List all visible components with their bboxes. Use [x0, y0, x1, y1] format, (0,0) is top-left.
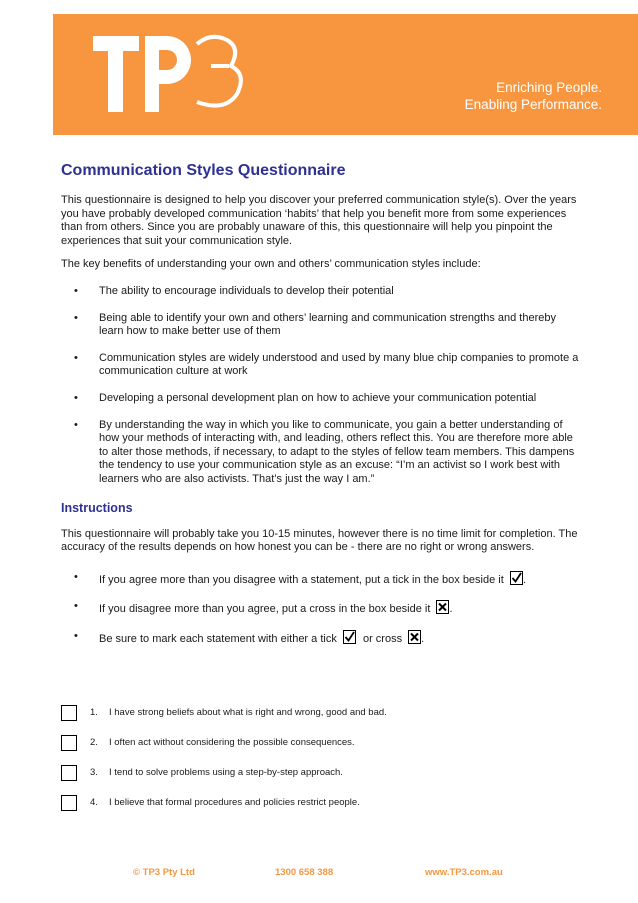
- footer-phone: 1300 658 388: [275, 867, 334, 878]
- cross-box-icon: [436, 600, 449, 614]
- list-item: • If you agree more than you disagree with a statement, put a tick in the box beside it .: [74, 570, 526, 586]
- question-row: [61, 765, 581, 795]
- list-item: • Being able to identify your own and others’ learning and communication strengths and thereby learn how to make better use of them: [74, 311, 556, 338]
- intro-paragraph: This questionnaire is designed to help you discover your preferred communication style(s). Over the years you have probably developed communication ‘habits’ that help you benefit more from some experiences than from others. Since you are probably unaware of this, this questionnaire will help you pinpoint the experiences that suit your communication style.: [61, 194, 577, 247]
- question-text: I often act without considering the possible consequences.: [109, 737, 355, 748]
- answer-checkbox[interactable]: [61, 795, 77, 811]
- question-number: 2.: [90, 737, 98, 748]
- tick-box-icon: [343, 630, 356, 644]
- list-item: • The ability to encourage individuals to develop their potential: [74, 284, 394, 297]
- bullet-icon: •: [74, 629, 78, 642]
- main-content: [61, 162, 581, 659]
- answer-checkbox[interactable]: [61, 765, 77, 781]
- bullet-icon: •: [74, 570, 78, 583]
- question-list: [61, 705, 581, 825]
- list-item: • If you disagree more than you agree, put a cross in the box beside it .: [74, 600, 453, 616]
- bullet-icon: •: [74, 284, 78, 297]
- question-number: 1.: [90, 707, 98, 718]
- bullet-icon: •: [74, 311, 78, 324]
- question-text: I have strong beliefs about what is right and wrong, good and bad.: [109, 707, 387, 718]
- page-title: Communication Styles Questionnaire: [61, 162, 346, 179]
- tagline-line-2: Enabling Performance.: [464, 97, 602, 112]
- answer-checkbox[interactable]: [61, 705, 77, 721]
- question-number: 4.: [90, 797, 98, 808]
- question-row: [61, 795, 581, 825]
- tp3-logo: [93, 18, 253, 128]
- list-item: • Communication styles are widely understood and used by many blue chip companies to promote a communication culture at work: [74, 351, 579, 378]
- question-text: I believe that formal procedures and policies restrict people.: [109, 797, 360, 808]
- instructions-paragraph: This questionnaire will probably take you 10-15 minutes, however there is no time limit for completion. The accuracy of the results depends on how honest you can be - there are no right or wrong answers.: [61, 527, 578, 554]
- list-item: • By understanding the way in which you like to communicate, you gain a better understanding of how your methods of interacting with, and leading, others reflect this. You are therefore more able to alter those methods, if necessary, to adapt to the styles of fellow team members. This dampens the tendency to use your communication style as an excuse: “I’m an activist so I work best with learners who are also activists. That’s just the way I am.”: [74, 418, 575, 485]
- benefits-intro: The key benefits of understanding your own and others’ communication styles include:: [61, 258, 481, 271]
- list-item: • Be sure to mark each statement with either a tick or cross .: [74, 629, 425, 645]
- footer-website[interactable]: www.TP3.com.au: [425, 867, 503, 878]
- question-number: 3.: [90, 767, 98, 778]
- tagline-line-1: Enriching People.: [496, 80, 602, 95]
- answer-checkbox[interactable]: [61, 735, 77, 751]
- bullet-icon: •: [74, 391, 78, 404]
- list-item: • Developing a personal development plan on how to achieve your communication potential: [74, 391, 537, 404]
- bullet-icon: •: [74, 418, 78, 431]
- question-text: I tend to solve problems using a step-by-step approach.: [109, 767, 343, 778]
- instructions-list: [61, 571, 581, 647]
- instructions-heading: Instructions: [61, 500, 133, 515]
- bullet-icon: •: [74, 351, 78, 364]
- tagline: [465, 79, 602, 113]
- question-row: [61, 705, 581, 735]
- bullet-icon: •: [74, 600, 78, 613]
- question-row: [61, 735, 581, 765]
- benefits-list: [61, 285, 581, 487]
- tick-box-icon: [510, 571, 523, 585]
- footer-copyright: © TP3 Pty Ltd: [133, 867, 195, 878]
- header-banner: [53, 14, 638, 135]
- cross-box-icon: [408, 630, 421, 644]
